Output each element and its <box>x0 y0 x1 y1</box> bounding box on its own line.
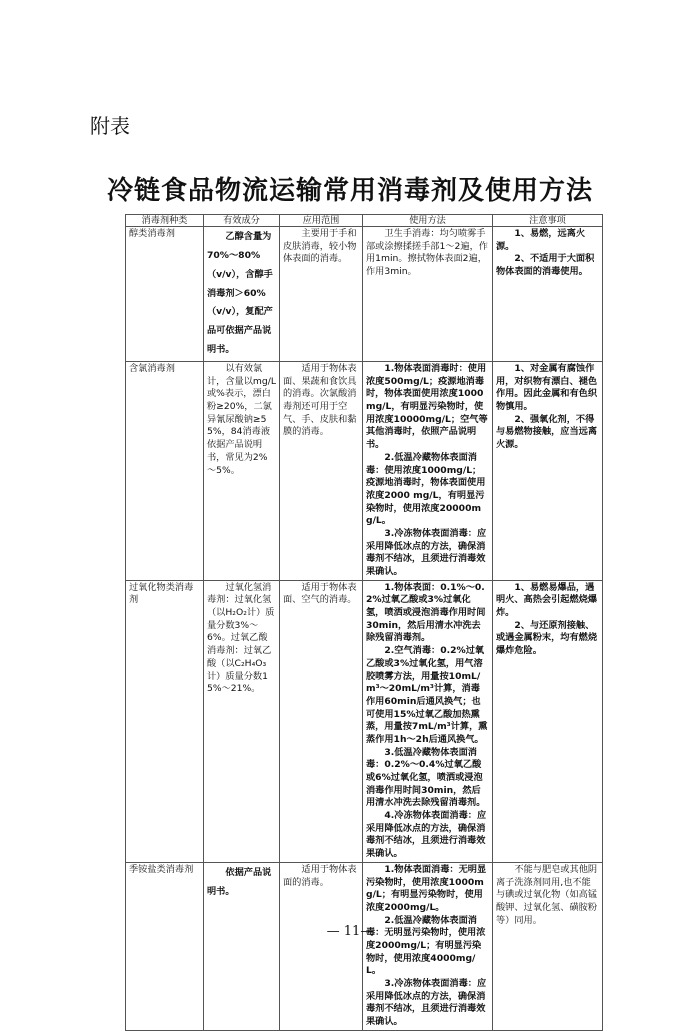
cell-scope: 主要用于手和皮肤消毒，较小物体表面的消毒。 <box>280 227 363 362</box>
cell-ingredient: 依据产品说明书。 <box>204 862 280 1030</box>
header-type: 消毒剂种类 <box>126 215 204 227</box>
disinfectant-table <box>125 214 603 1031</box>
cell-scope: 适用于物体表面、果蔬和食饮具的消毒。次氯酸消毒剂还可用于空气、手、皮肤和黏膜的消毒。 <box>280 362 363 581</box>
cell-method: 1.物体表面：0.1%～0.2%过氧乙酸或3%过氧化氢，喷洒或浸泡消毒作用时间30min，然后用清水冲洗去除残留消毒剂。 2.空气消毒：0.2%过氧乙酸或3%过氧化氢，用气溶胶喷雾方法，用量按10mL/m³～20mL/m³计算，消毒作用60min后通风换气；也可使用15%过氧乙酸加热熏蒸，用量按7mL/m³计算，熏蒸作用1h～2h后通风换气。 3.低温冷藏物体表面消毒：0.2%～0.4%过氧乙酸或6%过氧化氢，喷洒或浸泡消毒作用时间30min，然后用清水冲洗去除残留消毒剂。 4.冷冻物体表面消毒：应采用降低冰点的方法，确保消毒剂不结冰，且须进行消毒效果确认。 <box>363 580 493 862</box>
cell-ingredient: 乙醇含量为70%～80%（v/v），含醇手消毒剂＞60%（v/v），复配产品可依据产品说明书。 <box>204 227 280 362</box>
cell-method: 1.物体表面消毒：无明显污染物时，使用浓度1000mg/L；有明显污染物时，使用浓度2000mg/L。 2.低温冷藏物体表面消毒：无明显污染物时，使用浓度2000mg/L；有明显污染物时，使用浓度4000mg/L。 3.冷冻物体表面消毒：应采用降低冰点的方法，确保消毒剂不结冰，且须进行消毒效果确认。 <box>363 862 493 1030</box>
cell-scope: 适用于物体表面的消毒。 <box>280 862 363 1030</box>
table-row <box>126 862 603 1030</box>
header-notes: 注意事项 <box>493 215 603 227</box>
header-scope: 应用范围 <box>280 215 363 227</box>
header-ingredient: 有效成分 <box>204 215 280 227</box>
cell-method: 卫生手消毒：均匀喷雾手部或涂擦揉搓手部1～2遍，作用1min。擦拭物体表面2遍，作用3min。 <box>363 227 493 362</box>
cell-type: 季铵盐类消毒剂 <box>126 862 204 1030</box>
cell-notes: 不能与肥皂或其他阴离子洗涤剂同用,也不能与碘或过氧化物（如高锰酸钾、过氧化氢、磺胺粉等）同用。 <box>493 862 603 1030</box>
table-row <box>126 362 603 581</box>
attachment-label: 附表 <box>90 114 130 138</box>
cell-type: 含氯消毒剂 <box>126 362 204 581</box>
cell-ingredient: 以有效氯计，含量以mg/L或%表示，漂白粉≥20%，二氯异氰尿酸钠≥55%，84消毒液依据产品说明书，常见为2%～5%。 <box>204 362 280 581</box>
table-header-row <box>126 215 603 227</box>
document-title: 冷链食品物流运输常用消毒剂及使用方法 <box>106 176 593 206</box>
cell-scope: 适用于物体表面、空气的消毒。 <box>280 580 363 862</box>
table-row <box>126 227 603 362</box>
table-row <box>126 580 603 862</box>
cell-type: 过氧化物类消毒剂 <box>126 580 204 862</box>
cell-notes: 1、对金属有腐蚀作用，对织物有漂白、褪色作用。因此金属和有色织物慎用。 2、强氧化剂，不得与易燃物接触，应当远离火源。 <box>493 362 603 581</box>
cell-type: 醇类消毒剂 <box>126 227 204 362</box>
header-method: 使用方法 <box>363 215 493 227</box>
page-number: — 11— <box>326 924 374 939</box>
cell-notes: 1、易燃，远离火源。 2、不适用于大面积物体表面的消毒使用。 <box>493 227 603 362</box>
cell-ingredient: 过氧化氢消毒剂：过氧化氢（以H₂O₂计）质量分数3%～6%。过氧乙酸消毒剂：过氧乙酸（以C₂H₄O₃计）质量分数15%～21%。 <box>204 580 280 862</box>
cell-method: 1.物体表面消毒时：使用浓度500mg/L；疫源地消毒时，物体表面使用浓度1000 mg/L，有明显污染物时，使用浓度10000mg/L；空气等其他消毒时，依照产品说明书。 2.低温冷藏物体表面消毒：使用浓度1000mg/L；疫源地消毒时，物体表面使用浓度2000 mg/L，有明显污染物时，使用浓度20000mg/L。 3.冷冻物体表面消毒：应采用降低冰点的方法，确保消毒剂不结冰，且须进行消毒效果确认。 <box>363 362 493 581</box>
cell-notes: 1、易燃易爆品，遇明火、高热会引起燃烧爆炸。 2、与还原剂接触、或遇金属粉末，均有燃烧爆炸危险。 <box>493 580 603 862</box>
